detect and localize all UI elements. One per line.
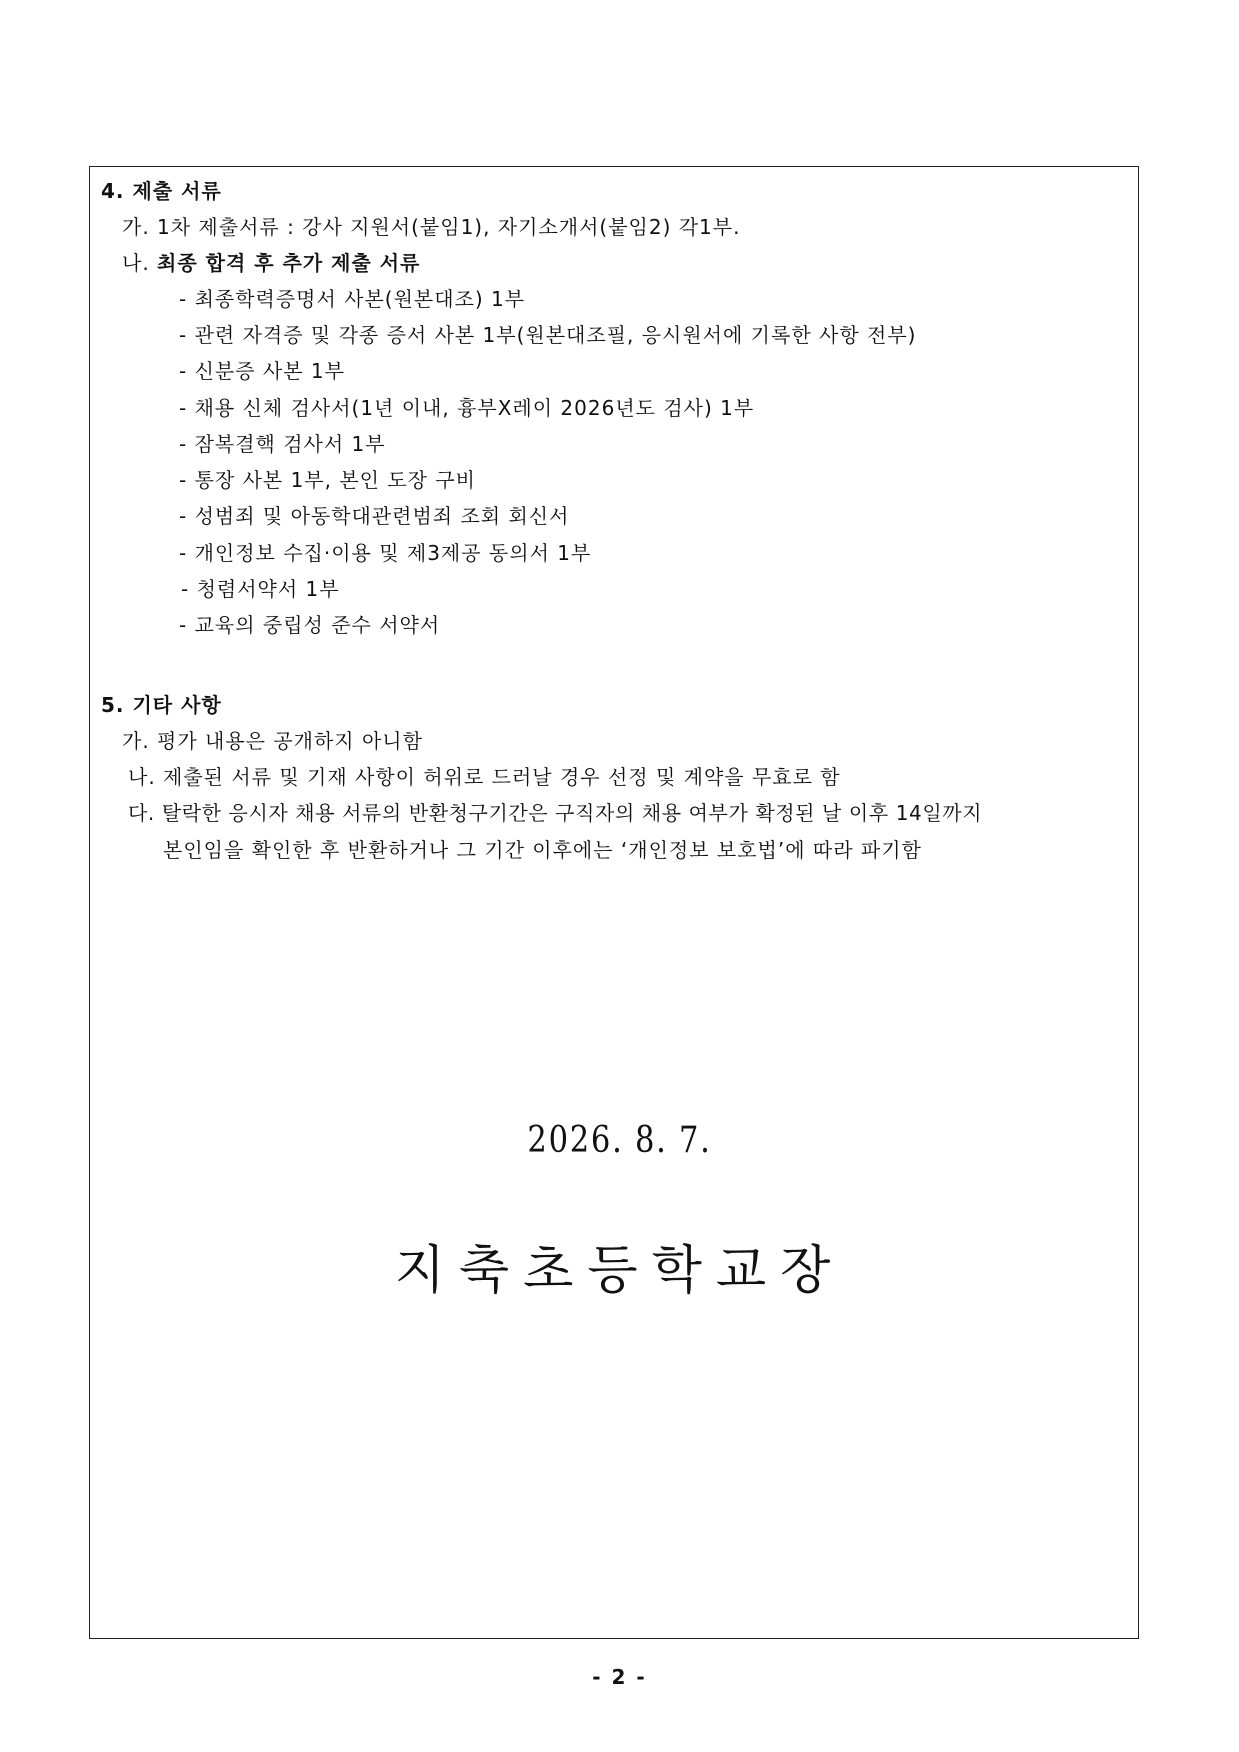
doc-item: - 교육의 중립성 준수 서약서	[179, 613, 441, 637]
section-5-item-ga: 가. 평가 내용은 공개하지 아니함	[122, 729, 423, 753]
section-5-item-da-line1: 다. 탈락한 응시자 채용 서류의 반환청구기간은 구직자의 채용 여부가 확정된 날 이후 14일까지	[128, 801, 983, 825]
doc-item: - 관련 자격증 및 각종 증서 사본 1부(원본대조필, 응시원서에 기록한 사항 전부)	[179, 323, 917, 347]
doc-item: - 신분증 사본 1부	[179, 359, 345, 383]
section-4-item-ga: 가. 1차 제출서류 : 강사 지원서(붙임1), 자기소개서(붙임2) 각1부.	[122, 215, 741, 239]
doc-item: - 잠복결핵 검사서 1부	[179, 432, 386, 456]
document-date: 2026. 8. 7.	[527, 1120, 712, 1161]
section-5-item-na: 나. 제출된 서류 및 기재 사항이 허위로 드러날 경우 선정 및 계약을 무효로 함	[128, 765, 841, 789]
section-4-item-na	[122, 250, 420, 276]
doc-item: - 개인정보 수집·이용 및 제3제공 동의서 1부	[179, 541, 592, 565]
section-4-item-na-title: 최종 합격 후 추가 제출 서류	[157, 251, 421, 275]
doc-item: - 청렴서약서 1부	[181, 577, 340, 601]
section-5-item-da-line2: 본인임을 확인한 후 반환하거나 그 기간 이후에는 ‘개인정보 보호법’에 따라 파기함	[163, 838, 922, 862]
page-number: - 2 -	[592, 1665, 647, 1689]
doc-item: - 성범죄 및 아동학대관련범죄 조회 회신서	[179, 504, 570, 528]
signer-name: 지축초등학교장	[394, 1241, 845, 1301]
section-4-item-na-prefix: 나.	[122, 251, 150, 275]
doc-item: - 통장 사본 1부, 본인 도장 구비	[179, 468, 476, 492]
doc-item: - 채용 신체 검사서(1년 이내, 흉부X레이 2026년도 검사) 1부	[179, 396, 755, 420]
section-4-heading: 4. 제출 서류	[101, 179, 222, 203]
document-frame	[89, 166, 1139, 1639]
section-5-heading: 5. 기타 사항	[101, 693, 222, 717]
doc-item: - 최종학력증명서 사본(원본대조) 1부	[179, 287, 526, 311]
